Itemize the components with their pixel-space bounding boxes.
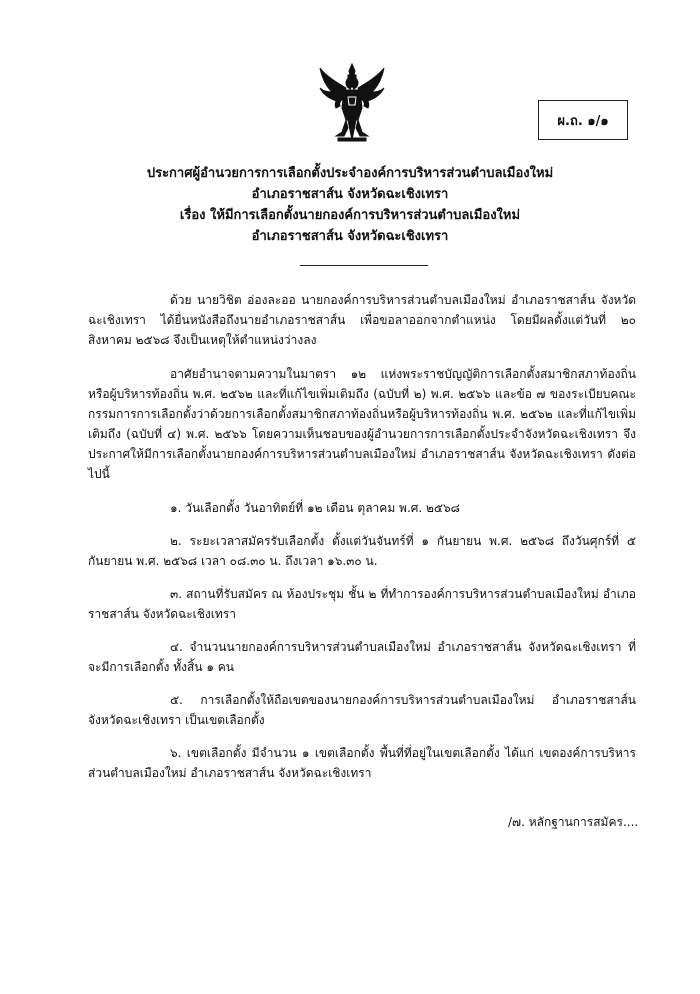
form-code-box (538, 100, 628, 140)
paragraph-authority: อาศัยอำนาจตามความในมาตรา ๑๒ แห่งพระราชบัญญัติการเลือกตั้งสมาชิกสภาท้องถิ่นหรือผู้บริหารท้องถิ่น พ.ศ. ๒๕๖๒ และที่แก้ไขเพิ่มเติมถึง (ฉบับที่ ๒) พ.ศ. ๒๕๖๖ และข้อ ๗ ของระเบียบคณะกรรมการการเลือกตั้งว่าด้วยการเลือกตั้งสมาชิกสภาท้องถิ่นหรือผู้บริหารท้องถิ่น พ.ศ. ๒๕๖๒ และที่แก้ไขเพิ่มเติมถึง (ฉบับที่ ๔) พ.ศ. ๒๕๖๖ โดยความเห็นชอบของผู้อำนวยการการเลือกตั้งประจำจังหวัดฉะเชิงเทรา จึงประกาศให้มีการเลือกตั้งนายกองค์การบริหารส่วนตำบลเมืองใหม่ อำเภอราชสาส์น จังหวัดฉะเชิงเทรา ดังต่อไปนี้ (88, 367, 636, 481)
item-text: สถานที่รับสมัคร ณ ห้องประชุม ชั้น ๒ ที่ทำการองค์การบริหารส่วนตำบลเมืองใหม่ อำเภอราชสาส์น จังหวัดฉะเชิงเทรา (88, 587, 636, 621)
list-item (88, 584, 636, 624)
list-item (88, 637, 636, 677)
header-line-4: อำเภอราชสาส์น จังหวัดฉะเชิงเทรา (251, 229, 449, 244)
announcement-header (90, 163, 610, 247)
header-line-1: ประกาศผู้อำนวยการการเลือกตั้งประจำองค์การบริหารส่วนตำบลเมืองใหม่ (146, 166, 554, 181)
list-item (88, 531, 636, 571)
header-divider (300, 265, 428, 266)
list-item (88, 743, 636, 783)
item-number: ๕. (170, 693, 183, 707)
item-text: จำนวนนายกองค์การบริหารส่วนตำบลเมืองใหม่ อำเภอราชสาส์น จังหวัดฉะเชิงเทรา ที่จะมีการเลือกตั้ง ทั้งสิ้น ๑ คน (88, 640, 636, 674)
form-code-label: ผ.ถ. ๑/๑ (557, 113, 609, 129)
item-text: ระยะเวลาสมัครรับเลือกตั้ง ตั้งแต่วันจันทร์ที่ ๑ กันยายน พ.ศ. ๒๕๖๘ ถึงวันศุกร์ที่ ๕ กันยายน พ.ศ. ๒๕๖๘ เวลา ๐๘.๓๐ น. ถึงเวลา ๑๖.๓๐ น. (88, 534, 636, 568)
paragraph-resignation: ด้วย นายวิชิต อ่องละออ นายกองค์การบริหารส่วนตำบลเมืองใหม่ อำเภอราชสาส์น จังหวัดฉะเชิงเทรา ได้ยื่นหนังสือถึงนายอำเภอราชสาส์น เพื่อขอลาออกจากตำแหน่ง โดยมีผลตั้งแต่วันที่ ๒๐ สิงหาคม ๒๕๖๘ จึงเป็นเหตุให้ตำแหน่งว่างลง (88, 293, 636, 347)
header-line-3: เรื่อง ให้มีการเลือกตั้งนายกองค์การบริหารส่วนตำบลเมืองใหม่ (179, 208, 521, 223)
item-text: การเลือกตั้งให้ถือเขตของนายกองค์การบริหารส่วนตำบลเมืองใหม่ อำเภอราชสาส์น จังหวัดฉะเชิงเทรา เป็นเขตเลือกตั้ง (88, 693, 636, 727)
garuda-emblem-icon (318, 62, 386, 144)
announcement-body (88, 290, 636, 796)
item-number: ๒. (170, 534, 182, 548)
item-number: ๓. (170, 587, 183, 601)
header-line-2: อำเภอราชสาส์น จังหวัดฉะเชิงเทรา (251, 187, 449, 202)
continuation-note: /๗. หลักฐานการสมัคร.... (508, 815, 639, 829)
list-item (88, 498, 636, 518)
item-text: วันเลือกตั้ง วันอาทิตย์ที่ ๑๒ เดือน ตุลาคม พ.ศ. ๒๕๖๘ (185, 501, 460, 515)
item-number: ๑. (170, 501, 182, 515)
item-number: ๔. (170, 640, 183, 654)
item-number: ๖. (170, 746, 182, 760)
list-item (88, 690, 636, 730)
item-text: เขตเลือกตั้ง มีจำนวน ๑ เขตเลือกตั้ง พื้นที่ที่อยู่ในเขตเลือกตั้ง ได้แก่ เขตองค์การบริหารส่วนตำบลเมืองใหม่ อำเภอราชสาส์น จังหวัดฉะเชิงเทรา (88, 746, 636, 780)
